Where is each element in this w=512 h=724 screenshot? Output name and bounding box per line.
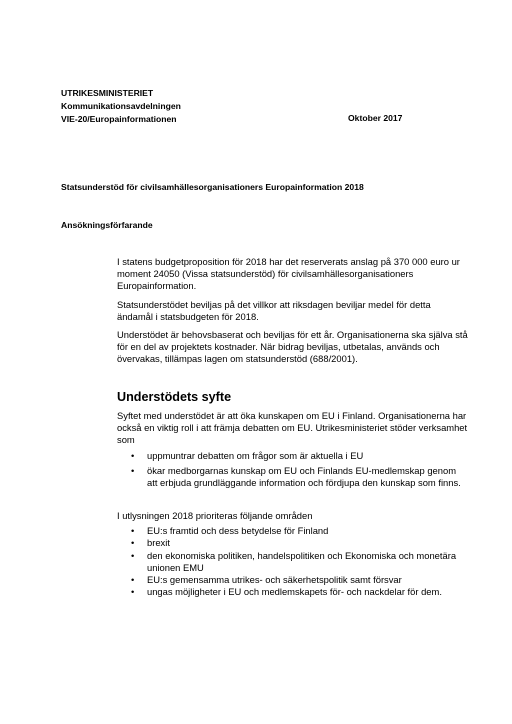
bullet-icon: •	[131, 525, 135, 537]
list-item	[117, 465, 469, 489]
list-item-text: EU:s framtid och dess betydelse för Finland	[147, 525, 329, 537]
document-title: Statsunderstöd för civilsamhällesorganisationers Europainformation 2018	[61, 182, 364, 192]
bullet-icon: •	[131, 449, 135, 461]
bullet-icon: •	[131, 549, 135, 561]
priorities-list	[117, 525, 469, 598]
list-item-text: ökar medborgarnas kunskap om EU och Finlands EU-medlemskap genom att erbjuda grundläggande information och fördjupa den kunskap som finns.	[147, 464, 461, 489]
list-item-text: uppmuntrar debatten om frågor som är aktuella i EU	[147, 449, 364, 461]
header-date: Oktober 2017	[348, 113, 403, 123]
bullet-icon: •	[131, 537, 135, 549]
list-item-text: ungas möjligheter i EU och medlemskapets för- och nackdelar för dem.	[147, 586, 442, 598]
intro-paragraph: Statsunderstödet beviljas på det villkor att riksdagen beviljar medel för detta ändamål i statsbudgeten för 2018.	[117, 298, 431, 322]
bullet-icon: •	[131, 586, 135, 598]
intro-paragraph: Understödet är behovsbaserat och beviljas för ett år. Organisationerna ska själva stå för en del av projektets kostnader. När bidrag beviljas, utbetalas, används och övervakas, tillämpas lagen om statsunderstöd (688/2001).	[117, 329, 468, 365]
list-item	[117, 550, 469, 574]
intro-paragraph: I statens budgetproposition för 2018 har det reserverats anslag på 370 000 euro ur moment 24050 (Vissa statsunderstöd) för civilsamhällesorganisationers Europainformation.	[117, 256, 460, 292]
bullet-icon: •	[131, 464, 135, 476]
purpose-section	[117, 410, 469, 489]
priorities-section	[117, 510, 469, 598]
header-ministry: UTRIKESMINISTERIET	[61, 88, 154, 98]
bullet-icon: •	[131, 574, 135, 586]
purpose-list	[117, 450, 469, 490]
list-item-text: den ekonomiska politiken, handelspolitiken och Ekonomiska och monetära unionen EMU	[147, 549, 457, 573]
list-item-text: brexit	[147, 537, 170, 549]
list-item-text: EU:s gemensamma utrikes- och säkerhetspolitik samt försvar	[147, 574, 402, 586]
header-department: Kommunikationsavdelningen	[61, 101, 181, 111]
list-item	[117, 537, 469, 549]
list-item	[117, 586, 469, 598]
purpose-text: Syftet med understödet är att öka kunskapen om EU i Finland. Organisationerna har också en viktig roll i att främja debatten om EU. Utrikesministeriet stöder verksamhet som	[117, 410, 468, 446]
priorities-text: I utlysningen 2018 prioriteras följande områden	[117, 510, 313, 521]
list-item	[117, 450, 469, 462]
intro-section	[117, 256, 469, 372]
list-item	[117, 574, 469, 586]
header-unit: VIE-20/Europainformationen	[61, 114, 177, 124]
list-item	[117, 525, 469, 537]
procedure-heading: Ansökningsförfarande	[61, 220, 153, 230]
purpose-heading: Understödets syfte	[117, 390, 232, 404]
